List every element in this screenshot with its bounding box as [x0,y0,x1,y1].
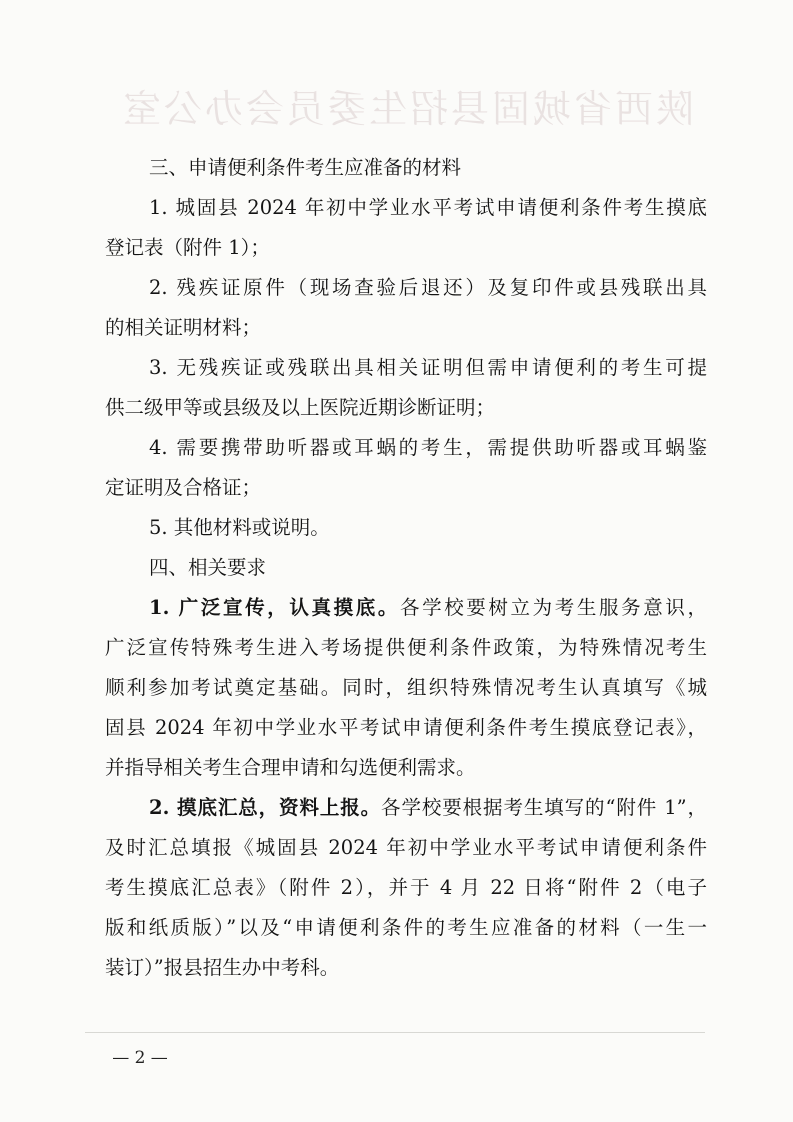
item-5-line-1: 5. 其他材料或说明。 [149,516,330,539]
section-4-heading: 四、相关要求 [149,556,267,579]
requirement-1-line-3: 顺利参加考试奠定基础。同时，组织特殊情况考生认真填写《城 [105,676,707,699]
document-body [105,148,707,988]
requirement-2-line-2: 及时汇总填报《城固县 2024 年初中学业水平考试申请便利条件 [105,836,707,859]
footer-divider [85,1032,705,1033]
requirement-2-line-5: 装订）”报县招生办中考科。 [105,956,340,979]
item-4-line-2: 定证明及合格证； [105,476,262,499]
item-2-line-1: 2. 残疾证原件（现场查验后退还）及复印件或县残联出具 [149,276,707,299]
item-3-line-1: 3. 无残疾证或残联出具相关证明但需申请便利的考生可提 [149,356,707,379]
requirement-2-text: 各学校要根据考生填写的“附件 1”， [381,796,707,819]
requirement-1-line-2: 广泛宣传特殊考生进入考场提供便利条件政策，为特殊情况考生 [105,636,707,659]
item-1-line-2: 登记表（附件 1）； [105,236,270,259]
requirement-1-line-5: 并指导相关考生合理申请和勾选便利需求。 [105,756,476,779]
requirement-2-title: 2. 摸底汇总，资料上报。 [149,796,382,819]
requirement-1-title: 1. 广泛宣传，认真摸底。 [149,596,400,619]
page-number: — 2 — [112,1048,168,1068]
item-3-line-2: 供二级甲等或县级及以上医院近期诊断证明； [105,396,496,419]
item-4-line-1: 4. 需要携带助听器或耳蜗的考生，需提供助听器或耳蜗鉴 [149,436,707,459]
section-3-heading: 三、申请便利条件考生应准备的材料 [149,156,462,179]
requirement-1-line-1 [105,588,707,628]
requirement-2-line-3: 考生摸底汇总表》（附件 2），并于 4 月 22 日将“附件 2（电子 [105,876,707,899]
requirement-2-line-4: 版和纸质版）”以及“申请便利条件的考生应准备的材料（一生一 [105,916,707,939]
requirement-2-line-1 [105,788,707,828]
item-2-line-2: 的相关证明材料； [105,316,262,339]
requirement-1-text: 各学校要树立为考生服务意识， [399,596,707,619]
header-bleed-through: 陕西省城固县招生委员会办公室 [120,87,695,131]
requirement-1-line-4: 固县 2024 年初中学业水平考试申请便利条件考生摸底登记表》， [105,716,707,739]
item-1-line-1: 1. 城固县 2024 年初中学业水平考试申请便利条件考生摸底 [149,196,707,219]
